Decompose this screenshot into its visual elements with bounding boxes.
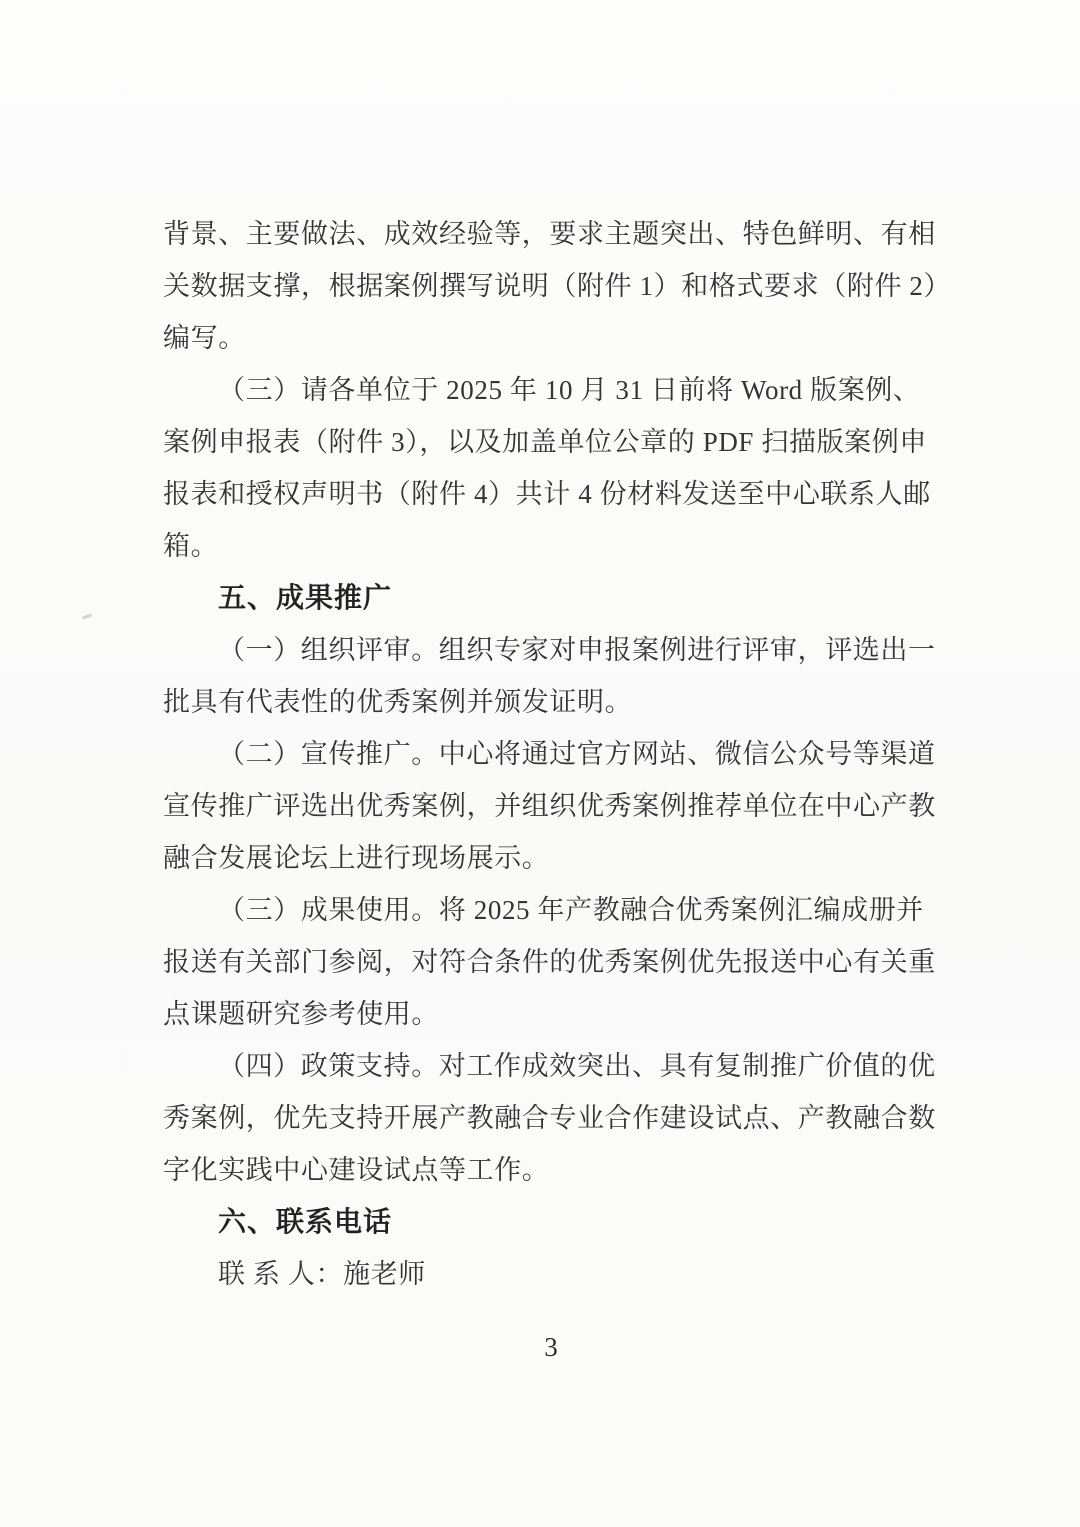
body-text-line: （三）请各单位于 2025 年 10 月 31 日前将 Word 版案例、 bbox=[218, 375, 921, 405]
body-text-line: 点课题研究参考使用。 bbox=[163, 999, 439, 1029]
section-6-heading: 六、联系电话 bbox=[218, 1206, 393, 1237]
body-text-line: 案例申报表（附件 3），以及加盖单位公章的 PDF 扫描版案例申 bbox=[163, 427, 927, 457]
body-text-line: （三）成果使用。将 2025 年产教融合优秀案例汇编成册并 bbox=[218, 895, 924, 925]
scan-artifact bbox=[82, 614, 92, 620]
body-text-line: （二）宣传推广。中心将通过官方网站、微信公众号等渠道 bbox=[218, 739, 936, 769]
body-text-line: 融合发展论坛上进行现场展示。 bbox=[163, 843, 550, 873]
body-text-line: 秀案例，优先支持开展产教融合专业合作建设试点、产教融合数 bbox=[163, 1103, 936, 1133]
body-text-line: （四）政策支持。对工作成效突出、具有复制推广价值的优 bbox=[218, 1051, 936, 1081]
document-body bbox=[163, 208, 952, 1300]
body-text-line: （一）组织评审。组织专家对申报案例进行评审，评选出一 bbox=[218, 635, 936, 665]
section-5-heading: 五、成果推广 bbox=[218, 582, 393, 613]
contact-person-line: 联 系 人：施老师 bbox=[218, 1259, 426, 1289]
page-number: 3 bbox=[544, 1332, 558, 1362]
body-text-line: 宣传推广评选出优秀案例，并组织优秀案例推荐单位在中心产教 bbox=[163, 791, 936, 821]
body-text-line: 报送有关部门参阅，对符合条件的优秀案例优先报送中心有关重 bbox=[163, 947, 936, 977]
body-text-line: 编写。 bbox=[163, 323, 246, 353]
body-text-line: 批具有代表性的优秀案例并颁发证明。 bbox=[163, 687, 633, 717]
body-text-line: 字化实践中心建设试点等工作。 bbox=[163, 1155, 550, 1185]
body-text-line: 背景、主要做法、成效经验等，要求主题突出、特色鲜明、有相 bbox=[163, 219, 936, 249]
body-text-line: 关数据支撑，根据案例撰写说明（附件 1）和格式要求（附件 2） bbox=[163, 271, 952, 301]
body-text-line: 箱。 bbox=[163, 531, 219, 561]
body-text-line: 报表和授权声明书（附件 4）共计 4 份材料发送至中心联系人邮 bbox=[163, 479, 931, 509]
